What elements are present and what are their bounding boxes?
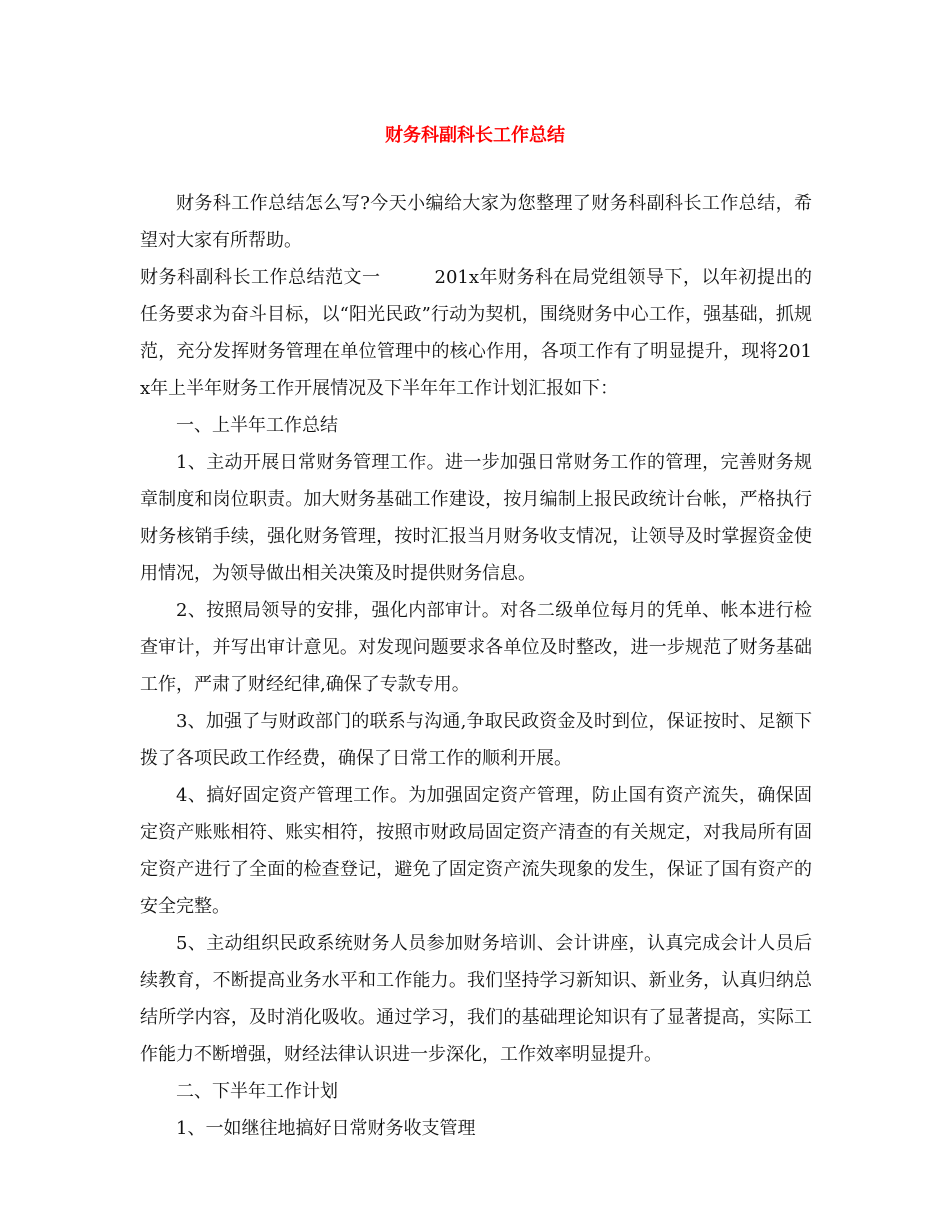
summary-item-1: 1、主动开展日常财务管理工作。进一步加强日常财务工作的管理，完善财务规章制度和岗位职责。加大财务基础工作建设，按月编制上报民政统计台帐，严格执行财务核销手续，强化财务管理，按时汇报当月财务收支情况，让领导及时掌握资金使用情况，为领导做出相关决策及时提供财务信息。	[140, 452, 812, 584]
summary-item-4: 4、搞好固定资产管理工作。为加强固定资产管理，防止国有资产流失，确保固定资产账账相符、账实相符，按照市财政局固定资产清查的有关规定，对我局所有固定资产进行了全面的检查登记，避免了固定资产流失现象的发生，保证了国有资产的安全完整。	[140, 785, 812, 917]
summary-item-3: 3、加强了与财政部门的联系与沟通,争取民政资金及时到位，保证按时、足额下拨了各项民政工作经费，确保了日常工作的顺利开展。	[140, 711, 812, 769]
document-title: 财务科副科长工作总结	[385, 125, 565, 146]
article-label: 财务科副科长工作总结范文一	[140, 267, 381, 288]
summary-item-5: 5、主动组织民政系统财务人员参加财务培训、会计讲座，认真完成会计人员后续教育，不断提高业务水平和工作能力。我们坚持学习新知识、新业务，认真归纳总结所学内容，及时消化吸收。通过学习，我们的基础理论知识有了显著提高，实际工作能力不断增强，财经法律认识进一步深化，工作效率明显提升。	[140, 933, 812, 1065]
article-lead-text: 201x年财务科在局党组领导下，以年初提出的任务要求为奋斗目标，以“阳光民政”行动为契机，围绕财务中心工作，强基础，抓规范，充分发挥财务管理在单位管理中的核心作用，各项工作有了明显提升，现将201x年上半年财务工作开展情况及下半年年工作计划汇报如下：	[140, 267, 812, 399]
section-heading-second-half: 二、下半年工作计划	[176, 1081, 338, 1102]
article-lead-paragraph	[140, 259, 812, 407]
plan-item-1: 1、一如继往地搞好日常财务收支管理	[176, 1118, 476, 1139]
document-body	[140, 185, 812, 1147]
intro-paragraph: 财务科工作总结怎么写?今天小编给大家为您整理了财务科副科长工作总结，希望对大家有所帮助。	[140, 193, 812, 251]
summary-item-2: 2、按照局领导的安排，强化内部审计。对各二级单位每月的凭单、帐本进行检查审计，并写出审计意见。对发现问题要求各单位及时整改，进一步规范了财务基础工作，严肃了财经纪律,确保了专款专用。	[140, 600, 812, 695]
section-heading-first-half: 一、上半年工作总结	[176, 415, 338, 436]
